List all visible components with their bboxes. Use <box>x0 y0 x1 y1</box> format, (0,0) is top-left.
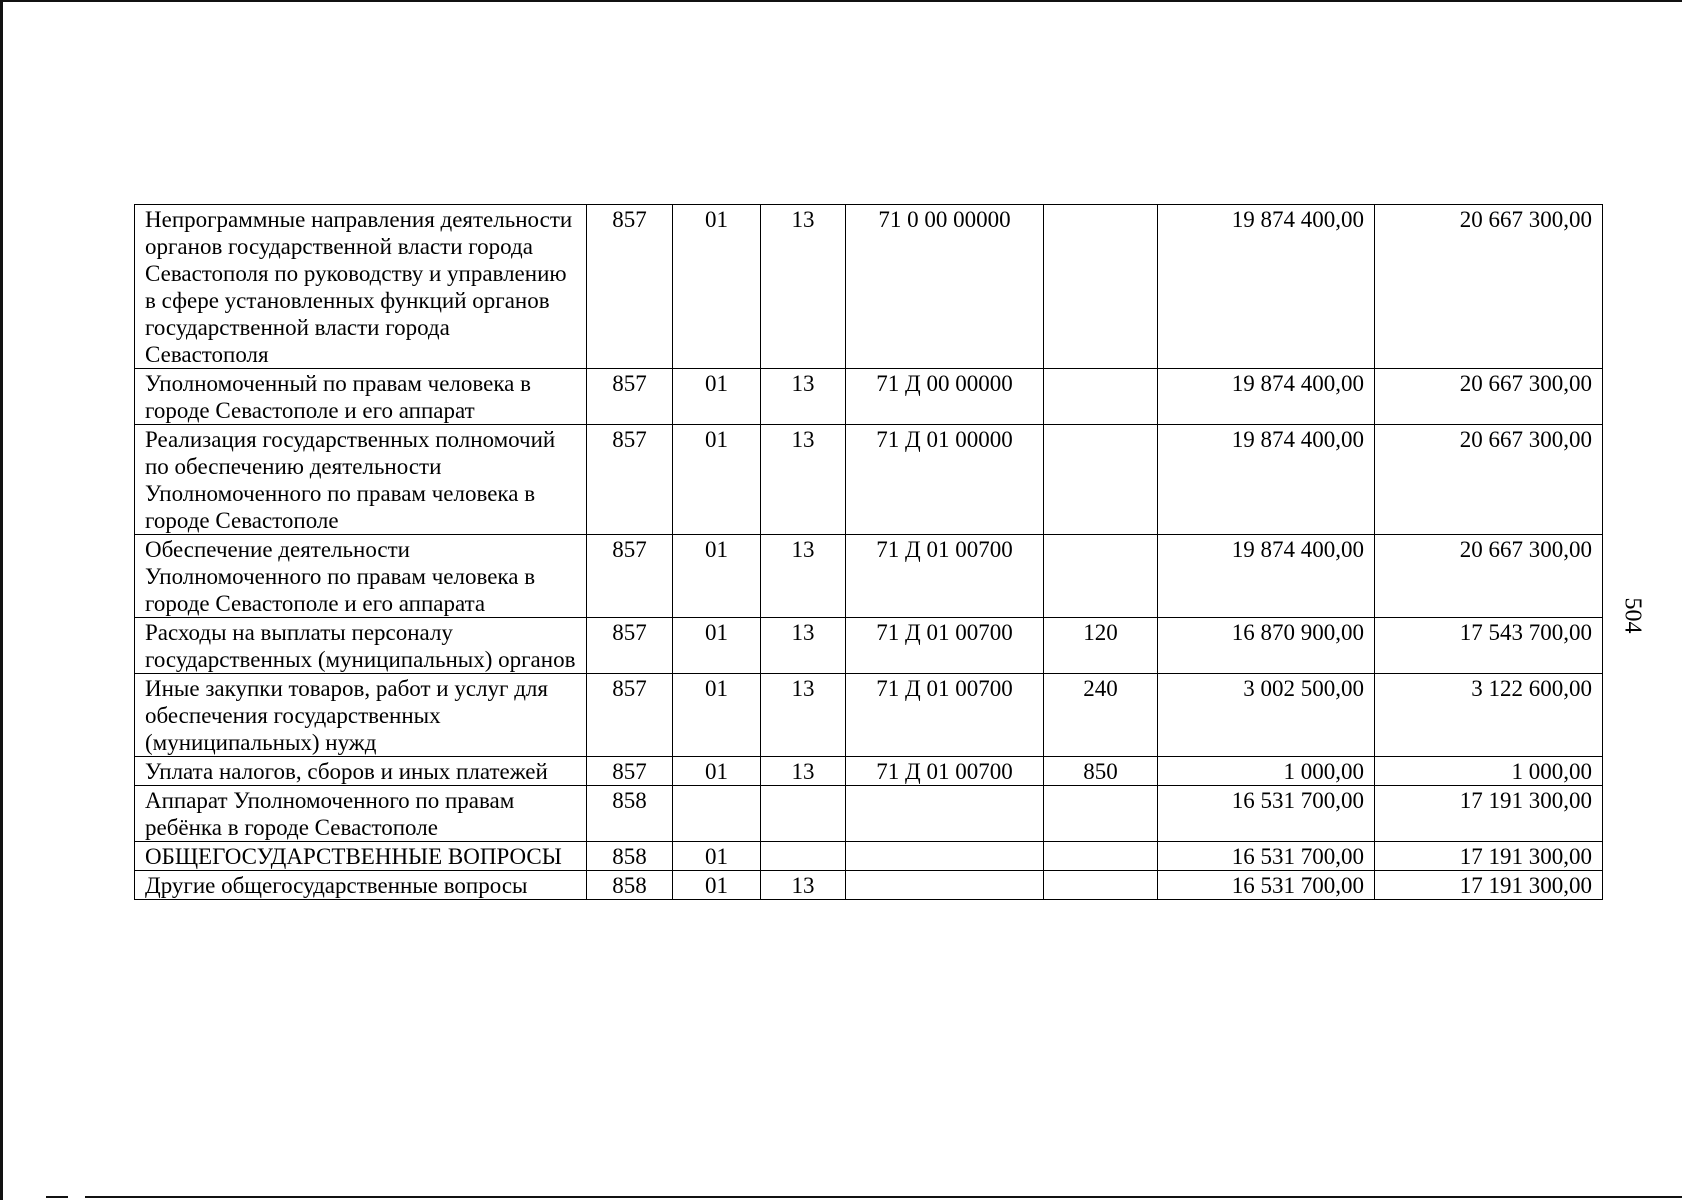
row-amount-year2: 1 000,00 <box>1375 757 1603 786</box>
row-name: Аппарат Уполномоченного по правам ребёнка в городе Севастополе <box>135 786 587 842</box>
row-grbs: 857 <box>587 674 673 757</box>
table-row <box>135 871 1603 900</box>
table-row <box>135 425 1603 535</box>
row-grbs: 858 <box>587 871 673 900</box>
row-amount-year1: 19 874 400,00 <box>1158 369 1375 425</box>
row-amount-year1: 3 002 500,00 <box>1158 674 1375 757</box>
row-amount-year2: 20 667 300,00 <box>1375 535 1603 618</box>
row-amount-year1: 19 874 400,00 <box>1158 425 1375 535</box>
row-expense-type <box>1044 205 1158 369</box>
row-amount-year1: 19 874 400,00 <box>1158 205 1375 369</box>
row-amount-year1: 16 531 700,00 <box>1158 871 1375 900</box>
scan-edge-left <box>0 0 3 1200</box>
row-amount-year1: 1 000,00 <box>1158 757 1375 786</box>
row-expense-type <box>1044 871 1158 900</box>
row-expense-type <box>1044 369 1158 425</box>
row-amount-year1: 16 531 700,00 <box>1158 786 1375 842</box>
row-amount-year2: 17 191 300,00 <box>1375 786 1603 842</box>
page-number: 504 <box>1619 597 1646 634</box>
row-expense-type: 240 <box>1044 674 1158 757</box>
row-grbs: 858 <box>587 842 673 871</box>
row-target-article: 71 Д 01 00700 <box>846 618 1044 674</box>
scan-edge-bottom-short <box>46 1196 68 1198</box>
row-subsection <box>761 786 846 842</box>
row-amount-year2: 17 191 300,00 <box>1375 871 1603 900</box>
row-expense-type <box>1044 535 1158 618</box>
row-section: 01 <box>673 205 761 369</box>
table-row <box>135 786 1603 842</box>
row-name: Расходы на выплаты персоналу государственных (муниципальных) органов <box>135 618 587 674</box>
row-amount-year1: 16 531 700,00 <box>1158 842 1375 871</box>
row-section: 01 <box>673 871 761 900</box>
row-target-article <box>846 786 1044 842</box>
table-row <box>135 618 1603 674</box>
row-section: 01 <box>673 842 761 871</box>
row-grbs: 858 <box>587 786 673 842</box>
row-target-article: 71 Д 01 00000 <box>846 425 1044 535</box>
row-subsection: 13 <box>761 205 846 369</box>
table-row <box>135 674 1603 757</box>
row-subsection <box>761 842 846 871</box>
row-expense-type <box>1044 842 1158 871</box>
row-subsection: 13 <box>761 674 846 757</box>
table-row <box>135 842 1603 871</box>
scan-edge-bottom <box>85 1196 1682 1198</box>
row-name: Уплата налогов, сборов и иных платежей <box>135 757 587 786</box>
row-subsection: 13 <box>761 871 846 900</box>
row-target-article <box>846 871 1044 900</box>
row-section: 01 <box>673 757 761 786</box>
row-subsection: 13 <box>761 535 846 618</box>
row-target-article: 71 0 00 00000 <box>846 205 1044 369</box>
row-name: Обеспечение деятельности Уполномоченного по правам человека в городе Севастополе и его аппарата <box>135 535 587 618</box>
row-grbs: 857 <box>587 205 673 369</box>
row-subsection: 13 <box>761 369 846 425</box>
row-subsection: 13 <box>761 425 846 535</box>
table-row <box>135 205 1603 369</box>
row-amount-year2: 20 667 300,00 <box>1375 425 1603 535</box>
row-amount-year2: 20 667 300,00 <box>1375 369 1603 425</box>
row-target-article: 71 Д 01 00700 <box>846 674 1044 757</box>
row-target-article: 71 Д 00 00000 <box>846 369 1044 425</box>
table-row <box>135 369 1603 425</box>
row-name: Иные закупки товаров, работ и услуг для обеспечения государственных (муниципальных) нужд <box>135 674 587 757</box>
row-grbs: 857 <box>587 757 673 786</box>
table-row <box>135 535 1603 618</box>
row-name: Реализация государственных полномочий по обеспечению деятельности Уполномоченного по правам человека в городе Севастополе <box>135 425 587 535</box>
row-target-article: 71 Д 01 00700 <box>846 757 1044 786</box>
row-expense-type <box>1044 786 1158 842</box>
row-section: 01 <box>673 618 761 674</box>
row-grbs: 857 <box>587 369 673 425</box>
row-section: 01 <box>673 535 761 618</box>
row-section <box>673 786 761 842</box>
row-grbs: 857 <box>587 535 673 618</box>
row-amount-year1: 19 874 400,00 <box>1158 535 1375 618</box>
row-grbs: 857 <box>587 425 673 535</box>
table-row <box>135 757 1603 786</box>
row-subsection: 13 <box>761 757 846 786</box>
row-section: 01 <box>673 425 761 535</box>
row-subsection: 13 <box>761 618 846 674</box>
budget-table <box>134 204 1603 900</box>
row-section: 01 <box>673 369 761 425</box>
row-amount-year2: 20 667 300,00 <box>1375 205 1603 369</box>
row-name: Непрограммные направления деятельности органов государственной власти города Севастополя по руководству и управлению в сфере установленных функций органов государственной власти города Севастополя <box>135 205 587 369</box>
row-amount-year2: 17 543 700,00 <box>1375 618 1603 674</box>
row-section: 01 <box>673 674 761 757</box>
row-expense-type: 850 <box>1044 757 1158 786</box>
row-amount-year2: 3 122 600,00 <box>1375 674 1603 757</box>
row-name: Другие общегосударственные вопросы <box>135 871 587 900</box>
row-expense-type <box>1044 425 1158 535</box>
row-name: Уполномоченный по правам человека в городе Севастополе и его аппарат <box>135 369 587 425</box>
row-expense-type: 120 <box>1044 618 1158 674</box>
scan-edge-top <box>0 0 1682 2</box>
row-target-article <box>846 842 1044 871</box>
row-target-article: 71 Д 01 00700 <box>846 535 1044 618</box>
row-amount-year1: 16 870 900,00 <box>1158 618 1375 674</box>
row-grbs: 857 <box>587 618 673 674</box>
row-name: ОБЩЕГОСУДАРСТВЕННЫЕ ВОПРОСЫ <box>135 842 587 871</box>
row-amount-year2: 17 191 300,00 <box>1375 842 1603 871</box>
